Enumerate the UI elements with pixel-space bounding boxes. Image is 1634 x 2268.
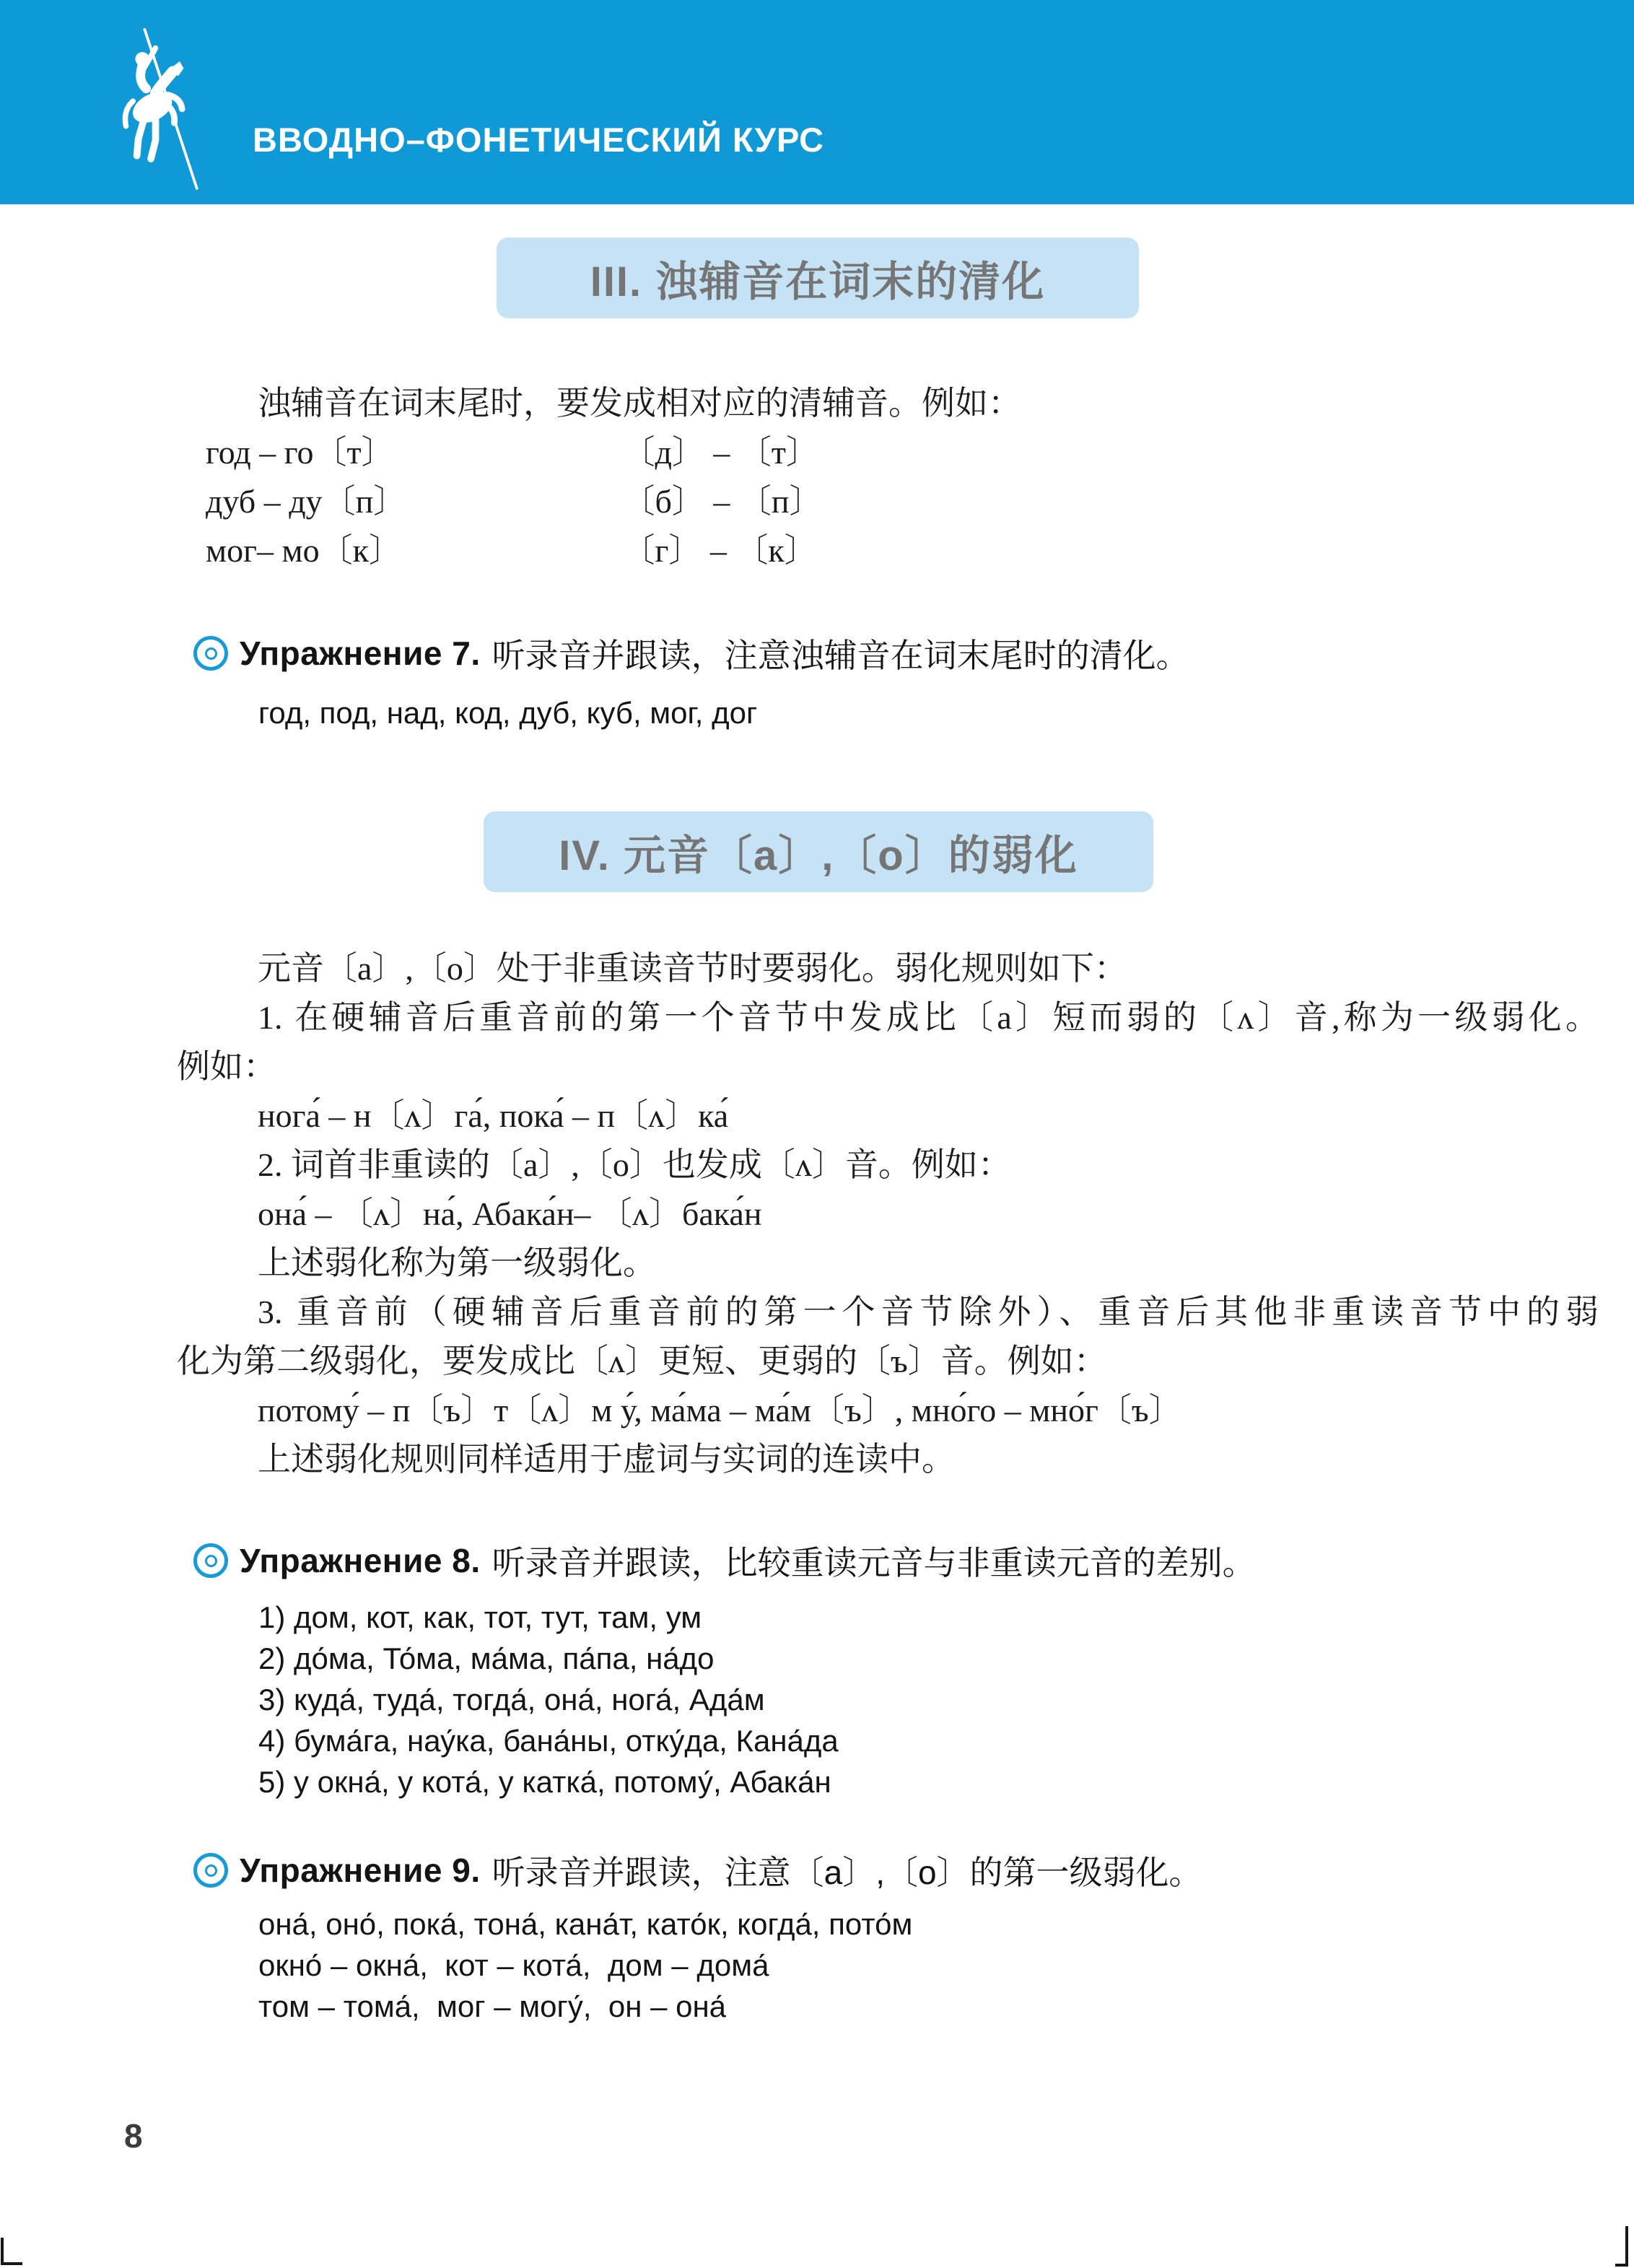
exercise-item: она́, оно́, пока́, тона́, кана́т, като́к, когда́, пото́м <box>258 1907 913 1941</box>
exercise-9-heading <box>193 1847 1634 1893</box>
exercise-item: год, под, над, код, дуб, куб, мог, дог <box>258 696 758 730</box>
audio-disc-inner-ring-icon <box>205 1555 217 1567</box>
example-rule: 〔б〕 – 〔п〕 <box>621 483 823 520</box>
exercise-item: окно́ – окна́, кот – кота́, дом – дома́ <box>258 1948 769 1982</box>
section-4-title: IV. 元音〔a〕,〔o〕的弱化 <box>559 832 1078 879</box>
exercise-7-items <box>258 692 1634 733</box>
exercise-item: том – тома́, мог – могу́, он – она́ <box>258 1989 727 2023</box>
exercise-8-items <box>258 1597 1634 1802</box>
paragraph-line: 3. 重音前（硬辅音后重音前的第一个音节除外）、重音后其他非重读音节中的弱 <box>258 1294 1599 1330</box>
devoicing-examples <box>206 428 1634 575</box>
section-4-paragraph <box>0 944 1634 1484</box>
audio-disc-inner-ring-icon <box>205 647 217 660</box>
exercise-7-instruction: 听录音并跟读，注意浊辅音在词末尾时的清化。 <box>491 637 1189 674</box>
paragraph-line: 例如： <box>177 1048 276 1085</box>
audio-disc-icon <box>193 1543 228 1578</box>
paragraph-line: 1. 在硬辅音后重音前的第一个音节中发成比〔a〕短而弱的〔ʌ〕音,称为一级弱化。 <box>258 999 1599 1036</box>
exercise-9-label: Упражнение 9. <box>240 1852 481 1889</box>
exercise-7 <box>0 630 1634 733</box>
exercise-item: 4) бума́га, нау́ка, бана́ны, отку́да, Кана́да <box>258 1724 839 1758</box>
exercise-9-items <box>258 1903 1634 2027</box>
page-number: 8 <box>124 2117 143 2155</box>
paragraph-line: потому́ – п〔ъ〕т〔ʌ〕м у́, ма́ма – ма́м〔ъ〕, мно́го – мно́г〔ъ〕 <box>258 1392 1182 1429</box>
paragraph-line: она́ – 〔ʌ〕на́, Абака́н– 〔ʌ〕бака́н <box>258 1195 762 1232</box>
example-word: год – го〔т〕 <box>206 434 395 471</box>
audio-disc-icon <box>193 1853 228 1888</box>
exercise-9-instruction: 听录音并跟读，注意〔a〕,〔o〕的第一级弱化。 <box>491 1854 1202 1891</box>
exercise-8 <box>0 1538 1634 1802</box>
paragraph-line: 2. 词首非重读的〔a〕,〔o〕也发成〔ʌ〕音。例如： <box>258 1146 1011 1183</box>
crop-mark-bottom-left <box>1 2238 22 2265</box>
audio-disc-inner-ring-icon <box>205 1864 217 1877</box>
exercise-item: 5) у окна́, у кота́, у катка́, потому́, Абака́н <box>258 1765 831 1799</box>
example-row <box>206 428 1634 477</box>
exercise-7-heading <box>193 630 1634 676</box>
exercise-8-label: Упражнение 8. <box>240 1542 481 1579</box>
header-title: ВВОДНО–ФОНЕТИЧЕСКИЙ КУРС <box>253 121 825 159</box>
exercise-item: 2) до́ма, То́ма, ма́ма, па́па, на́до <box>258 1641 715 1675</box>
section-4-title-box <box>484 811 1153 892</box>
example-rule: 〔г〕 – 〔к〕 <box>621 532 818 569</box>
section-3-intro: 浊辅音在词末尾时，要发成相对应的清辅音。例如： <box>258 385 1021 422</box>
paragraph-line: 上述弱化规则同样适用于虚词与实词的连读中。 <box>258 1441 955 1478</box>
example-word: дуб – ду〔п〕 <box>206 483 407 520</box>
paragraph-line: 上述弱化称为第一级弱化。 <box>258 1244 656 1281</box>
paragraph-line: нога́ – н〔ʌ〕га́, пока́ – п〔ʌ〕ка́ <box>258 1097 729 1134</box>
exercise-8-heading <box>193 1538 1634 1584</box>
example-rule: 〔д〕 – 〔т〕 <box>621 434 820 471</box>
example-row <box>206 477 1634 526</box>
example-row <box>206 526 1634 575</box>
exercise-8-instruction: 听录音并跟读，比较重读元音与非重读元音的差别。 <box>491 1544 1256 1582</box>
exercise-9 <box>0 1847 1634 2027</box>
crop-mark-bottom-right <box>1615 2226 1628 2267</box>
paragraph-line: 化为第二级弱化，要发成比〔ʌ〕更短、更弱的〔ъ〕音。例如： <box>177 1343 1107 1379</box>
section-3-title: III. 浊辅音在词末的清化 <box>590 258 1046 305</box>
exercise-item: 1) дом, кот, как, тот, тут, там, ум <box>258 1600 702 1634</box>
audio-disc-icon <box>193 636 228 671</box>
section-3-title-box <box>497 237 1139 318</box>
exercise-7-label: Упражнение 7. <box>240 634 481 672</box>
paragraph-line: 元音〔a〕,〔o〕处于非重读音节时要弱化。弱化规则如下： <box>258 950 1127 987</box>
example-word: мог– мо〔к〕 <box>206 532 402 569</box>
exercise-item: 3) куда́, туда́, тогда́, она́, нога́, Ада́м <box>258 1683 765 1717</box>
